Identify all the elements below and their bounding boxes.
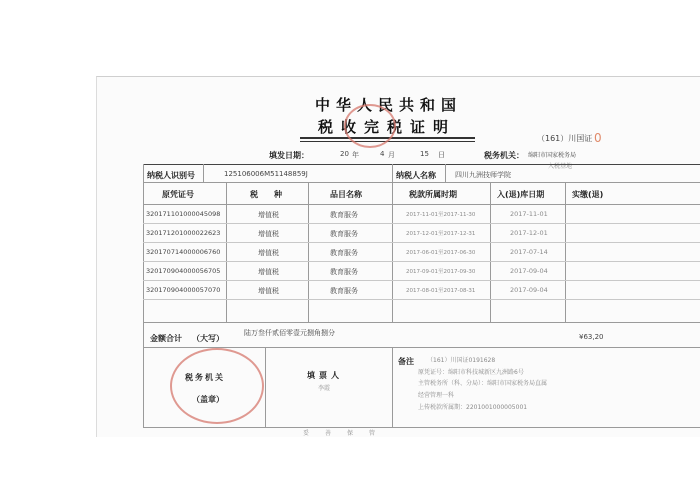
seal-label: （盖章） [192, 395, 224, 404]
cell-period: 2017-12-01至2017-12-31 [406, 231, 476, 237]
filler-label: 填票人 [307, 371, 343, 380]
serial-label: （161）川国证 [537, 134, 593, 143]
remark-line: 上传税款所属期：2201001000005001 [418, 404, 528, 411]
divider [392, 164, 393, 182]
cell-period: 2017-06-01至2017-06-30 [406, 250, 476, 256]
year-char: 年 [352, 151, 359, 159]
footer-divider [392, 347, 393, 427]
remark-line: 经营管理一科 [418, 392, 455, 399]
cell-period: 2017-09-01至2017-09-30 [406, 269, 476, 275]
top-seal [344, 104, 396, 148]
cell-date: 2017-07-14 [510, 248, 548, 256]
certificate-title-line2: 税收完税证明 [318, 118, 457, 136]
cell-item: 教育服务 [330, 249, 358, 257]
cell-period: 2017-11-01至2017-11-30 [406, 212, 476, 218]
cell-item: 教育服务 [330, 230, 358, 238]
remark-label: 备注 [398, 357, 414, 366]
tax-office-seal [170, 348, 264, 424]
column-header-tax-type: 税 种 [250, 190, 282, 199]
cell-voucher: 320171201000022623 [146, 229, 221, 237]
table-left-border [143, 164, 144, 428]
table-top-border [143, 164, 700, 165]
column-divider [226, 182, 227, 322]
row-divider [143, 223, 700, 224]
cell-tax-type: 增值税 [258, 268, 279, 276]
remark-line: 主管税务所（科、分局）：绵阳市国家税务局直属 [418, 380, 548, 387]
tax-authority-sub: 入税基地 [548, 163, 573, 170]
tax-authority-label: 税务机关： [484, 151, 524, 160]
column-divider [308, 182, 309, 322]
column-header-date: 入(退)库日期 [497, 190, 545, 199]
cell-item: 教育服务 [330, 268, 358, 276]
cell-voucher: 320170714000006760 [146, 248, 221, 256]
divider [203, 164, 204, 182]
cell-date: 2017-11-01 [510, 210, 548, 218]
cell-voucher: 320170904000057070 [146, 286, 221, 294]
filler-name: 李霞 [318, 385, 331, 392]
cell-tax-type: 增值税 [258, 287, 279, 295]
serial-suffix: 0 [594, 131, 602, 145]
bottom-text: 妥善保管 [303, 430, 392, 437]
cell-tax-type: 增值税 [258, 249, 279, 257]
taxpayer-name-value: 四川九洲技师学院 [455, 171, 511, 179]
taxpayer-name-label: 纳税人名称 [396, 171, 436, 180]
total-label: 金额合计 [150, 334, 182, 343]
cell-item: 教育服务 [330, 287, 358, 295]
certificate-title-line1: 中华人民共和国 [315, 96, 463, 114]
cell-voucher: 320171101000045098 [146, 210, 221, 218]
taxpayer-id-label: 纳税人识别号 [147, 171, 195, 180]
footer-divider [265, 347, 266, 427]
remark-line: 原凭证号：绵阳市科技城新区九洲路6号 [418, 369, 524, 376]
cell-voucher: 320170904000056705 [146, 267, 221, 275]
month-char: 月 [388, 151, 395, 159]
total-paren: （大写） [192, 334, 224, 343]
cell-tax-type: 增值税 [258, 230, 279, 238]
column-header-voucher: 原凭证号 [162, 190, 194, 199]
column-header-paid: 实缴(退) [572, 190, 604, 199]
fill-date-month: 4 [380, 150, 385, 158]
fill-date-label: 填发日期： [269, 151, 309, 160]
tax-authority-value: 绵阳市国家税务局 [528, 152, 577, 159]
fill-date-year: 20 [340, 150, 349, 158]
divider [445, 164, 446, 182]
taxpayer-id-value: 125106006M51148859J [224, 170, 308, 178]
fill-date-day: 15 [420, 150, 429, 158]
column-header-item: 品目名称 [330, 190, 362, 199]
row-divider [143, 242, 700, 243]
cell-tax-type: 增值税 [258, 211, 279, 219]
cell-item: 教育服务 [330, 211, 358, 219]
column-divider [565, 182, 566, 322]
cell-date: 2017-12-01 [510, 229, 548, 237]
row-divider [143, 299, 700, 300]
total-amount-number: ¥63,20 [579, 333, 604, 341]
row-divider [143, 261, 700, 262]
table-bottom-border [143, 427, 700, 428]
remark-line: （161）川国证0191628 [427, 357, 496, 364]
tax-office-label: 税务机关 [185, 373, 225, 382]
total-amount-words: 陆万叁仟贰佰零壹元捌角捌分 [244, 329, 335, 337]
total-top-border [143, 322, 700, 323]
column-divider [392, 182, 393, 322]
day-char: 日 [438, 151, 445, 159]
column-divider [490, 182, 491, 322]
row-divider [143, 280, 700, 281]
cell-date: 2017-09-04 [510, 267, 548, 275]
column-header-period: 税款所属时期 [409, 190, 457, 199]
cell-date: 2017-09-04 [510, 286, 548, 294]
cell-period: 2017-08-01至2017-08-31 [406, 288, 476, 294]
